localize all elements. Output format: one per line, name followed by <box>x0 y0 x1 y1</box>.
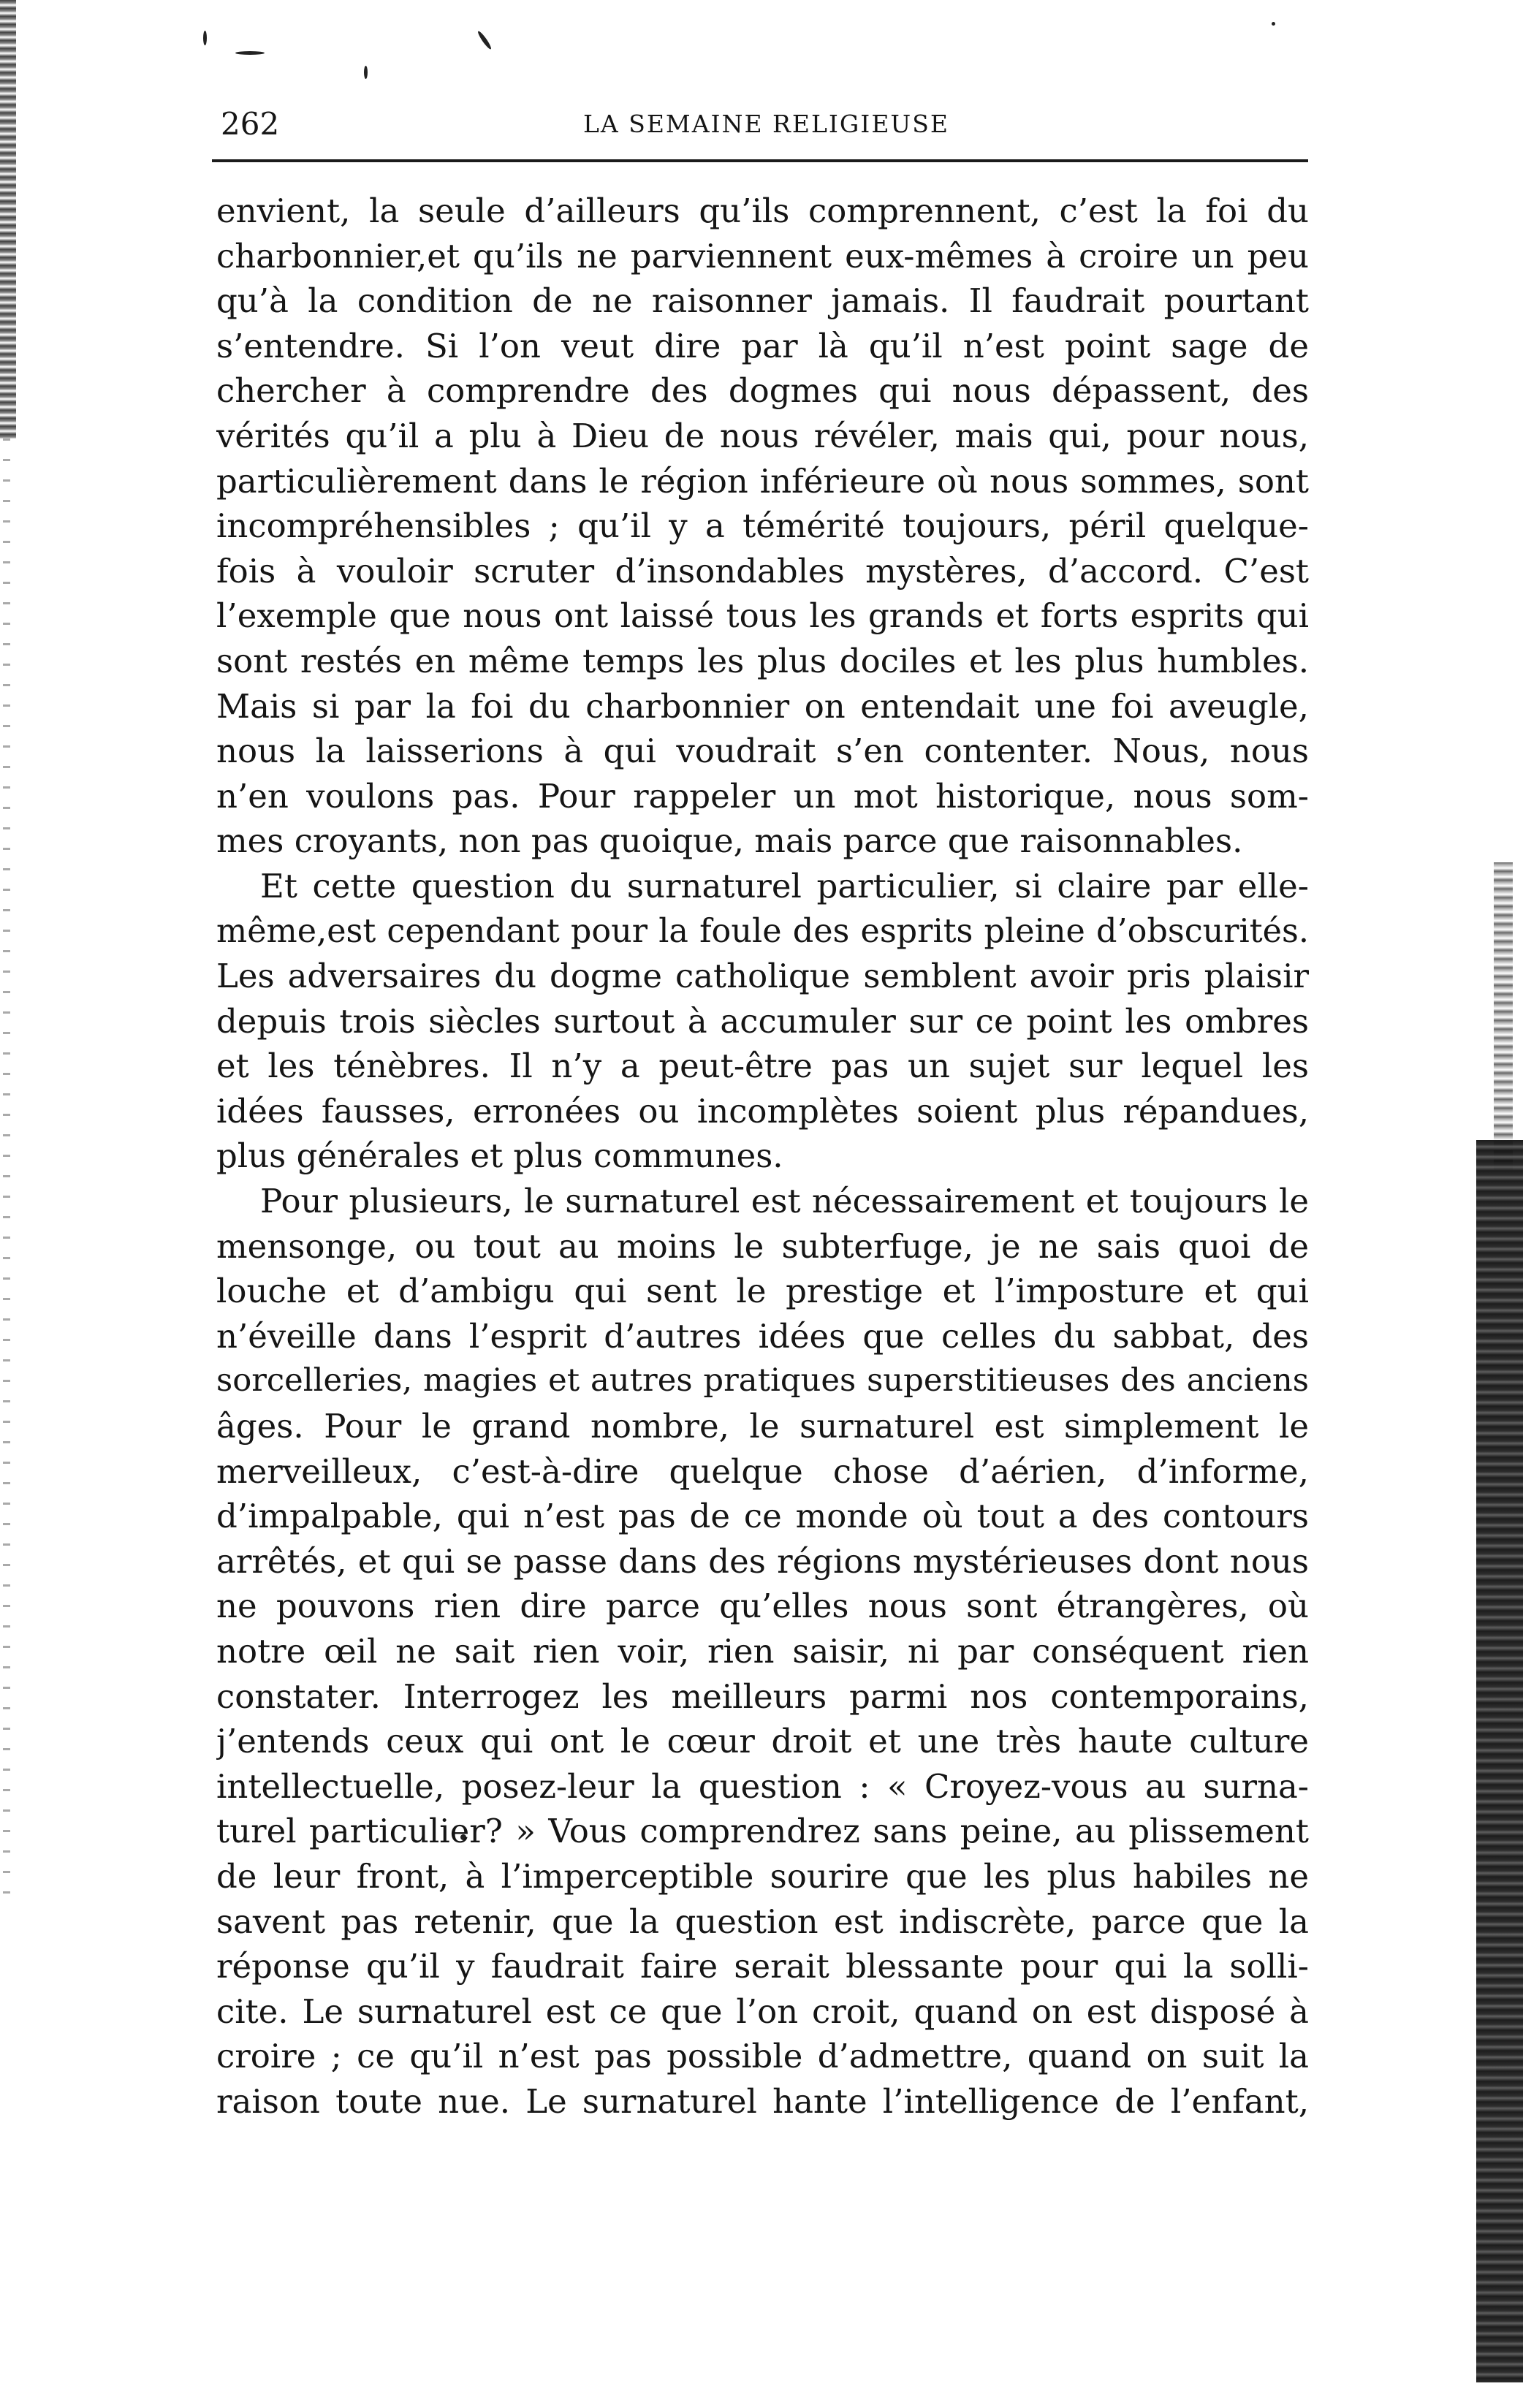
text-line: fois à vouloir scruter d’insondables mystères, d’accord. C’est <box>216 551 1309 590</box>
running-head: LA SEMAINE RELIGIEUSE <box>583 110 949 138</box>
page-header <box>203 102 1307 146</box>
text-line: l’exemple que nous ont laissé tous les grands et forts esprits qui <box>216 596 1309 636</box>
paragraph-start-line: Et cette question du surnaturel particulier, si claire par elle- <box>260 866 1309 905</box>
body-text <box>216 189 1309 2124</box>
text-line: envient, la seule d’ailleurs qu’ils comprennent, c’est la foi du <box>216 191 1309 230</box>
left-margin-marks <box>3 438 10 1900</box>
text-line: merveilleux, c’est-à-dire quelque chose d’aérien, d’informe, <box>216 1451 1309 1491</box>
text-line: qu’à la condition de ne raisonner jamais. Il faudrait pourtant <box>216 281 1309 321</box>
text-line: louche et d’ambigu qui sent le prestige et l’imposture et qui <box>216 1272 1309 1311</box>
text-line: particulièrement dans le région inférieure où nous sommes, sont <box>216 461 1309 501</box>
right-binding-edge <box>1476 1140 1523 2382</box>
scan-speck <box>1272 22 1275 26</box>
text-line: depuis trois siècles surtout à accumuler sur ce point les ombres <box>216 1001 1309 1041</box>
page-number: 262 <box>221 106 280 142</box>
text-line: j’entends ceux qui ont le cœur droit et une très haute culture <box>216 1722 1309 1761</box>
text-line: âges. Pour le grand nombre, le surnaturel est simplement le <box>216 1407 1309 1446</box>
text-line: savent pas retenir, que la question est indiscrète, parce que la <box>216 1902 1309 1941</box>
text-line: intellectuelle, posez-leur la question : « Croyez-vous au surna- <box>216 1766 1309 1806</box>
text-line: réponse qu’il y faudrait faire serait blessante pour qui la solli- <box>216 1947 1309 1986</box>
text-line: incompréhensibles ; qu’il y a témérité toujours, péril quelque- <box>216 506 1309 546</box>
text-line: sorcelleries, magies et autres pratiques superstitieuses des anciens <box>216 1362 1309 1399</box>
text-line: mes croyants, non pas quoique, mais parce que raisonnables. <box>216 821 1243 861</box>
text-line: sont restés en même temps les plus dociles et les plus humbles. <box>216 641 1309 680</box>
text-line: et les ténèbres. Il n’y a peut-être pas un sujet sur lequel les <box>216 1047 1309 1086</box>
text-line: s’entendre. Si l’on veut dire par là qu’il n’est point sage de <box>216 326 1309 365</box>
text-line: Les adversaires du dogme catholique semblent avoir pris plaisir <box>216 957 1309 996</box>
right-edge-marks <box>1494 862 1513 1169</box>
scan-speck <box>364 66 368 79</box>
paragraph-start-line: Pour plusieurs, le surnaturel est nécessairement et toujours le <box>260 1182 1309 1221</box>
text-line: croire ; ce qu’il n’est pas possible d’admettre, quand on suit la <box>216 2037 1309 2076</box>
text-line: de leur front, à l’imperceptible sourire que les plus habiles ne <box>216 1856 1309 1896</box>
header-rule <box>212 159 1308 162</box>
text-line: plus générales et plus communes. <box>216 1136 783 1176</box>
text-line: ne pouvons rien dire parce qu’elles nous sont étrangères, où <box>216 1587 1309 1626</box>
text-line: charbonnier,et qu’ils ne parviennent eux-mêmes à croire un peu <box>216 236 1309 276</box>
text-line: chercher à comprendre des dogmes qui nous dépassent, des <box>216 371 1309 411</box>
text-line: cite. Le surnaturel est ce que l’on croit, quand on est disposé à <box>216 1991 1309 2031</box>
text-line: Mais si par la foi du charbonnier on entendait une foi aveugle, <box>216 686 1309 726</box>
text-line: vérités qu’il a plu à Dieu de nous révéler, mais qui, pour nous, <box>216 416 1309 455</box>
text-line: notre œil ne sait rien voir, rien saisir, ni par conséquent rien <box>216 1632 1309 1671</box>
text-line: raison toute nue. Le surnaturel hante l’intelligence de l’enfant, <box>216 2081 1309 2121</box>
text-line: même,est cependant pour la foule des esprits pleine d’obscurités. <box>216 912 1309 950</box>
text-line: n’éveille dans l’esprit d’autres idées que celles du sabbat, des <box>216 1316 1309 1356</box>
text-line: turel particulier? » Vous comprendrez sans peine, au plissement <box>216 1812 1309 1851</box>
left-binding-edge <box>0 0 16 438</box>
text-line: mensonge, ou tout au moins le subterfuge, je ne sais quoi de <box>216 1226 1309 1266</box>
text-line: n’en voulons pas. Pour rappeler un mot historique, nous som- <box>216 776 1309 816</box>
text-line: idées fausses, erronées ou incomplètes soient plus répandues, <box>216 1091 1309 1131</box>
scan-speck <box>235 51 265 55</box>
text-line: nous la laisserions à qui voudrait s’en contenter. Nous, nous <box>216 732 1309 771</box>
scan-speck <box>476 30 493 50</box>
text-line: constater. Interrogez les meilleurs parmi nos contemporains, <box>216 1676 1309 1716</box>
text-line: arrêtés, et qui se passe dans des régions mystérieuses dont nous <box>216 1541 1309 1581</box>
text-line: d’impalpable, qui n’est pas de ce monde où tout a des contours <box>216 1497 1309 1536</box>
scan-speck <box>203 31 207 45</box>
